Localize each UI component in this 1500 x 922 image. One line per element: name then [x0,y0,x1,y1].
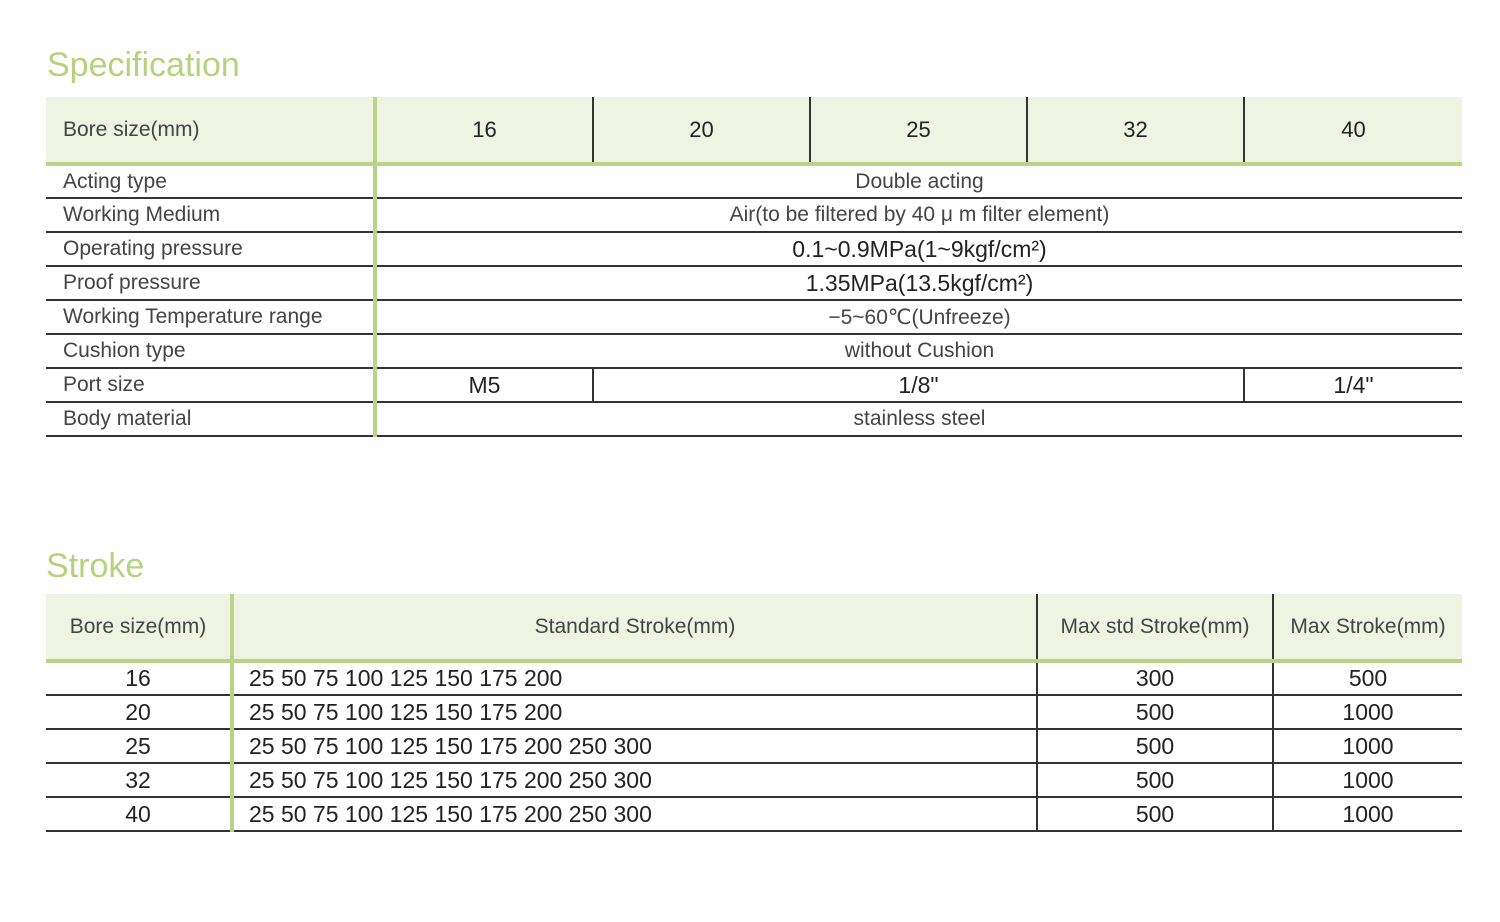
stroke-bore-cell: 25 [46,729,232,763]
stroke-header-max: Max Stroke(mm) [1273,594,1462,661]
standard-stroke-cell: 25 50 75 100 125 150 175 200 [232,695,1037,729]
bore-size-40: 40 [1244,97,1462,164]
max-std-stroke-cell: 500 [1037,695,1273,729]
bore-size-32: 32 [1027,97,1244,164]
bore-size-16: 16 [375,97,593,164]
standard-stroke-cell: 25 50 75 100 125 150 175 200 [232,661,1037,695]
standard-stroke-cell: 25 50 75 100 125 150 175 200 250 300 [232,797,1037,831]
spec-row-operating-pressure [46,232,1462,266]
cushion-type-value: without Cushion [375,334,1462,368]
max-std-stroke-cell: 500 [1037,729,1273,763]
spec-row-working-medium [46,198,1462,232]
max-std-stroke-cell: 500 [1037,797,1273,831]
max-stroke-cell: 1000 [1273,729,1462,763]
spec-row-port-size [46,368,1462,402]
max-stroke-cell: 1000 [1273,695,1462,729]
spec-row-acting-type [46,164,1462,198]
max-stroke-cell: 500 [1273,661,1462,695]
bore-size-25: 25 [810,97,1027,164]
bore-size-20: 20 [593,97,810,164]
acting-type-label: Acting type [46,164,375,198]
table-row [46,661,1462,695]
stroke-table [46,594,1462,832]
proof-pressure-label: Proof pressure [46,266,375,300]
max-std-stroke-cell: 500 [1037,763,1273,797]
stroke-title: Stroke [46,547,145,585]
body-material-value: stainless steel [375,402,1462,436]
stroke-header-max-std: Max std Stroke(mm) [1037,594,1273,661]
spec-row-cushion-type [46,334,1462,368]
working-temperature-value: −5~60℃(Unfreeze) [375,300,1462,334]
specification-title: Specification [47,46,240,84]
cushion-type-label: Cushion type [46,334,375,368]
max-stroke-cell: 1000 [1273,797,1462,831]
body-material-label: Body material [46,402,375,436]
table-row [46,729,1462,763]
bore-size-label: Bore size(mm) [46,97,375,164]
max-std-stroke-cell: 300 [1037,661,1273,695]
table-row [46,695,1462,729]
standard-stroke-cell: 25 50 75 100 125 150 175 200 250 300 [232,763,1037,797]
port-size-label: Port size [46,368,375,402]
port-size-m5: M5 [375,368,593,402]
working-temperature-label: Working Temperature range [46,300,375,334]
stroke-bore-cell: 32 [46,763,232,797]
stroke-bore-cell: 40 [46,797,232,831]
acting-type-value: Double acting [375,164,1462,198]
stroke-bore-cell: 16 [46,661,232,695]
working-medium-value: Air(to be filtered by 40 μ m filter element) [375,198,1462,232]
port-size-1-4: 1/4" [1244,368,1462,402]
stroke-header-standard: Standard Stroke(mm) [232,594,1037,661]
spec-row-proof-pressure [46,266,1462,300]
stroke-header-bore: Bore size(mm) [46,594,232,661]
proof-pressure-value: 1.35MPa(13.5kgf/cm²) [375,266,1462,300]
port-size-1-8: 1/8" [593,368,1244,402]
max-stroke-cell: 1000 [1273,763,1462,797]
operating-pressure-value: 0.1~0.9MPa(1~9kgf/cm²) [375,232,1462,266]
stroke-header-row [46,594,1462,661]
table-row [46,797,1462,831]
operating-pressure-label: Operating pressure [46,232,375,266]
working-medium-label: Working Medium [46,198,375,232]
stroke-bore-cell: 20 [46,695,232,729]
table-row [46,763,1462,797]
spec-row-working-temperature [46,300,1462,334]
standard-stroke-cell: 25 50 75 100 125 150 175 200 250 300 [232,729,1037,763]
spec-header-row [46,97,1462,164]
specification-table [46,97,1462,437]
spec-row-body-material [46,402,1462,436]
